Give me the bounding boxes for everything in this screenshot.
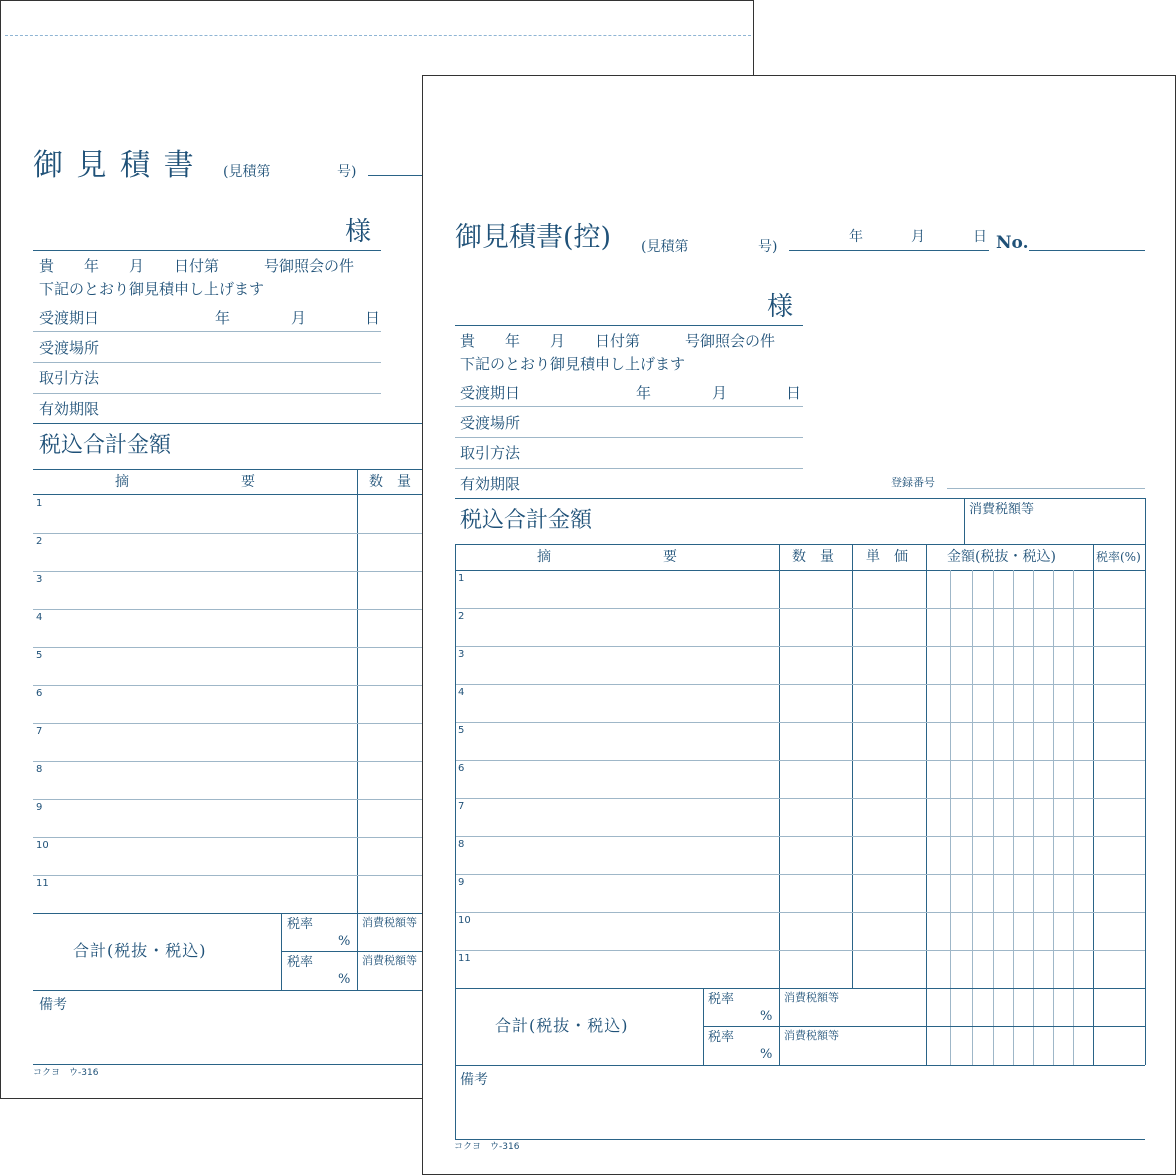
front-rule: [455, 988, 1145, 989]
row-divider: [455, 722, 1145, 723]
front-rule: [947, 488, 1145, 489]
back-tax-amount-label: 消費税額等: [362, 954, 417, 967]
row-divider: [455, 760, 1145, 761]
front-percent-label: %: [760, 1047, 773, 1062]
row-number: 8: [36, 764, 43, 775]
amount-digit-divider: [1053, 570, 1054, 1065]
back-month-label: 月: [291, 309, 307, 327]
front-rule: [1029, 250, 1145, 251]
amount-digit-divider: [972, 570, 973, 1065]
back-greeting-line: 下記のとおり御見積申し上げます: [39, 280, 265, 298]
front-col-tax-rate: 税率(%): [1096, 550, 1141, 564]
row-divider: [455, 684, 1145, 685]
row-divider: [455, 798, 1145, 799]
row-number: 1: [458, 573, 465, 584]
front-tax-rate-label: 税率: [708, 992, 735, 1007]
row-divider: [455, 912, 1145, 913]
front-greeting-line: 下記のとおり御見積申し上げます: [460, 355, 686, 373]
back-addressee-suffix: 様: [345, 217, 372, 247]
front-payment-label: 取引方法: [460, 444, 521, 462]
amount-digit-divider: [1013, 570, 1014, 1065]
row-divider: [455, 836, 1145, 837]
front-rule: [455, 498, 1145, 499]
back-number-rule: [368, 175, 428, 176]
row-number: 9: [458, 877, 465, 888]
back-estimate-close: 号): [337, 164, 357, 180]
perforation-line: [5, 35, 751, 36]
front-day-label: 日: [786, 384, 802, 402]
front-percent-label: %: [760, 1009, 773, 1024]
front-rule: [455, 544, 456, 1139]
back-rule: [33, 362, 381, 363]
back-day-label: 日: [365, 309, 381, 327]
front-col-quantity: 数 量: [792, 549, 834, 565]
row-number: 3: [458, 649, 465, 660]
front-addressee-suffix: 様: [767, 292, 794, 322]
back-rule: [33, 331, 381, 332]
front-rule: [455, 1139, 1145, 1140]
front-tax-box-label: 消費税額等: [969, 502, 1035, 517]
back-inquiry-line: 貴 年 月 日付第 号御照会の件: [39, 257, 355, 275]
front-rule: [779, 544, 780, 988]
row-number: 4: [458, 687, 465, 698]
front-no-label: No.: [996, 233, 1029, 253]
front-rule: [455, 406, 803, 407]
back-footer-code: コクヨ ウ-316: [33, 1068, 99, 1078]
front-rule: [852, 544, 853, 988]
front-rule: [926, 544, 927, 1065]
row-number: 6: [36, 688, 43, 699]
back-rule: [33, 393, 381, 394]
front-tax-amount-label: 消費税額等: [784, 991, 839, 1004]
front-rule: [964, 498, 965, 544]
row-number: 11: [458, 953, 471, 964]
front-col-amount: 金額(税抜・税込): [947, 549, 1056, 565]
front-rule: [455, 325, 803, 326]
back-payment-label: 取引方法: [39, 369, 100, 387]
row-number: 2: [36, 536, 43, 547]
back-percent-label: %: [338, 934, 351, 949]
front-rule: [789, 250, 989, 251]
row-number: 10: [458, 915, 471, 926]
front-month-label: 月: [911, 229, 925, 245]
row-number: 1: [36, 498, 43, 509]
front-estimate-close: 号): [758, 239, 778, 255]
front-tax-rate-label: 税率: [708, 1030, 735, 1045]
row-number: 2: [458, 611, 465, 622]
front-registration-label: 登録番号: [891, 476, 935, 489]
front-rule: [1093, 544, 1094, 1065]
row-number: 8: [458, 839, 465, 850]
front-remarks-label: 備考: [460, 1072, 488, 1088]
front-month-label: 月: [712, 384, 728, 402]
amount-digit-divider: [950, 570, 951, 1065]
back-tax-amount-label: 消費税額等: [362, 916, 417, 929]
row-number: 7: [36, 726, 43, 737]
back-subtotal-label: 合計(税抜・税込): [73, 941, 207, 960]
row-number: 3: [36, 574, 43, 585]
back-delivery-date-label: 受渡期日: [39, 309, 100, 327]
back-tax-rate-label: 税率: [287, 955, 314, 970]
front-rule: [455, 468, 803, 469]
amount-digit-divider: [993, 570, 994, 1065]
row-number: 6: [458, 763, 465, 774]
front-year-label: 年: [849, 229, 863, 245]
front-inquiry-line: 貴 年 月 日付第 号御照会の件: [460, 332, 776, 350]
row-divider: [455, 950, 1145, 951]
row-divider: [455, 608, 1145, 609]
back-year-label: 年: [215, 309, 231, 327]
row-number: 11: [36, 878, 49, 889]
front-day-label: 日: [973, 229, 987, 245]
front-delivery-date-label: 受渡期日: [460, 384, 521, 402]
row-number: 5: [458, 725, 465, 736]
amount-digit-divider: [1033, 570, 1034, 1065]
back-delivery-place-label: 受渡場所: [39, 339, 100, 357]
amount-digit-divider: [1073, 570, 1074, 1065]
front-rule: [703, 1026, 1145, 1027]
back-total-label: 税込合計金額: [39, 433, 172, 458]
front-subtotal-label: 合計(税抜・税込): [495, 1016, 629, 1035]
back-col-quantity: 数 量: [369, 474, 411, 490]
front-rule: [455, 1065, 1145, 1066]
front-col-unit-price: 単 価: [866, 549, 908, 565]
back-remarks-label: 備考: [39, 997, 67, 1013]
front-col-description: 摘 要: [537, 549, 677, 565]
front-rule: [1145, 498, 1146, 1065]
back-title: 御 見 積 書: [33, 148, 196, 183]
front-delivery-place-label: 受渡場所: [460, 414, 521, 432]
back-col-description: 摘 要: [115, 474, 255, 490]
front-sheet: [422, 75, 1176, 1175]
front-year-label: 年: [636, 384, 652, 402]
row-number: 4: [36, 612, 43, 623]
back-validity-label: 有効期限: [39, 400, 100, 418]
row-divider: [455, 874, 1145, 875]
front-rule: [455, 437, 803, 438]
front-validity-label: 有効期限: [460, 475, 521, 493]
front-footer-code: コクヨ ウ-316: [454, 1142, 520, 1152]
front-rule: [455, 544, 1145, 545]
back-percent-label: %: [338, 972, 351, 987]
back-estimate-open: (見積第: [223, 164, 271, 180]
row-number: 9: [36, 802, 43, 813]
row-number: 5: [36, 650, 43, 661]
row-number: 10: [36, 840, 49, 851]
row-number: 7: [458, 801, 465, 812]
front-title: 御見積書(控): [455, 222, 612, 253]
front-rule: [455, 570, 1145, 571]
back-tax-rate-label: 税率: [287, 917, 314, 932]
front-total-label: 税込合計金額: [460, 508, 593, 533]
back-rule: [357, 469, 358, 913]
back-addressee-rule: [33, 250, 381, 251]
row-divider: [455, 646, 1145, 647]
front-tax-amount-label: 消費税額等: [784, 1029, 839, 1042]
front-estimate-open: (見積第: [641, 239, 689, 255]
